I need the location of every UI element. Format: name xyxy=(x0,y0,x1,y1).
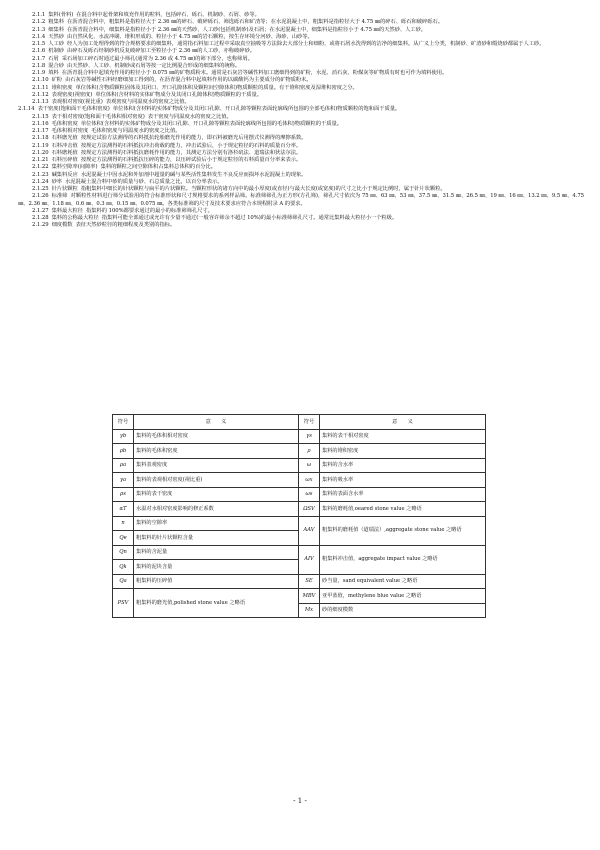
meaning-cell: 集料的磨耗值,oeared stone value 之略语 xyxy=(320,502,486,517)
symbol-table xyxy=(112,414,486,618)
symbol-cell: ρb xyxy=(113,444,134,459)
definition-text: 表征天然砂粒径的粗细程度及类别的指标。 xyxy=(75,222,176,229)
definition-term: 毛体积密度 xyxy=(51,120,78,127)
definition-item xyxy=(18,121,584,128)
page-number: - 1 - xyxy=(293,797,307,805)
meaning-cell: 粗集料的磨耗值（道瑞法）,aggregate stone value 之略语 xyxy=(320,516,486,545)
definition-code: 2.1.15 xyxy=(32,113,49,120)
meaning-cell: 集料的毛体积相对密度 xyxy=(134,429,299,444)
meaning-cell: 集料的表干密度 xyxy=(134,487,299,502)
definition-item xyxy=(18,150,584,157)
meaning-cell: 集料的表观相对密度(视比重) xyxy=(134,473,299,488)
definition-term: 石料压碎值 xyxy=(51,157,78,163)
definition-term: 标准筛 xyxy=(51,193,68,200)
definition-code: 2.1.2 xyxy=(32,19,46,26)
definition-item xyxy=(18,92,584,99)
table-row xyxy=(113,429,486,444)
definition-code: 2.1.23 xyxy=(32,171,49,178)
table-row xyxy=(113,516,486,531)
table-header-row xyxy=(113,415,486,430)
table-row xyxy=(113,458,486,473)
definition-text: 对颗粒性材料进行筛分试验用的符合标准形状和尺寸规格要求的系列样品筛。标准筛筛孔为正方形(方孔筛)，筛孔尺寸依次为 75 ㎜、63 ㎜、53 ㎜、37.5 ㎜、31.5 ㎜、26.5 ㎜、19 ㎜、16 ㎜、13.2 ㎜、9.5 ㎜、4.75 ㎜、2.36 ㎜、1.18 ㎜、0.6 ㎜、0.3 ㎜、0.15 ㎜、0.075 ㎜。各类标准筛的尺寸及技术要求应符合本规程附录 A 的要求。 xyxy=(18,193,584,207)
definition-text: 按规定方法测得的石料抵抗冲击荷载的能力，冲击试验后，小于规定粒径的石料的质量百分率。 xyxy=(80,142,302,149)
symbol-cell: Qn xyxy=(113,545,134,560)
definition-text: 由石灰岩等碱性石料经磨细加工得到的，在沥青混合料中起填料作用的以碳酸钙为主要成分的矿物质粉末。 xyxy=(65,77,312,84)
definition-text: 水泥混凝土中因水泥和外加剂中超量的碱与某些活性集料发生不良反应而损坏水泥混凝土的现象。 xyxy=(80,171,307,178)
definition-text: 集料的颗粒之间空隙体积占集料总体积的百分比。 xyxy=(100,164,217,171)
header-symbol-right: 符号 xyxy=(299,415,320,430)
definition-term: 表干相对密度(饱和面干毛体积相对密度) xyxy=(51,113,145,120)
definition-code: 2.1.14 xyxy=(18,106,35,113)
definition-item xyxy=(18,27,584,34)
meaning-cell: 粗集料的压碎值 xyxy=(134,574,299,589)
definition-text: 在沥青混合料中起填充作用的粒径小于 0.075 ㎜的矿物质粉末。通常是石灰岩等碱性料加工磨细得到的矿粉，水泥、消石灰、粉煤灰等矿物质有时也可作为填料使用。 xyxy=(61,70,448,76)
definition-term: 集料空隙率(间隙率) xyxy=(51,164,98,171)
definition-text: 在混合料中起骨架和填充作用的粒料，包括碎石、砾石、机制砂、石屑、砂等。 xyxy=(76,12,260,18)
header-meaning-left: 意 义 xyxy=(134,415,299,430)
symbol-cell: AAV xyxy=(299,516,320,545)
meaning-cell: 集料的表面含水率 xyxy=(320,487,486,502)
definition-code: 2.1.20 xyxy=(32,149,49,156)
symbol-cell: ρ xyxy=(299,444,320,459)
definition-text: 指集料可能全部通过或允许有少量不通过(一般容许筛余不超过 10%)的最小标准筛筛孔尺寸。通常比集料最大粒径小一个粒级。 xyxy=(101,215,398,221)
definition-code: 2.1.16 xyxy=(32,120,49,127)
symbol-cell: ωx xyxy=(299,473,320,488)
definition-code: 2.1.5 xyxy=(32,41,46,47)
meaning-cell: 砂的细度模数 xyxy=(320,603,486,618)
definition-code: 2.1.12 xyxy=(32,91,49,98)
definition-text: 表观密度与同温度水的密度之比值。 xyxy=(105,99,190,105)
definition-code: 2.1.18 xyxy=(32,135,49,142)
table-row xyxy=(113,444,486,459)
symbol-cell: Mx xyxy=(299,603,320,618)
definition-code: 2.1.8 xyxy=(32,62,46,69)
definition-term: 粗集料 xyxy=(48,19,64,26)
definition-code: 2.1.25 xyxy=(32,186,49,192)
meaning-cell: 集料的毛体积密度 xyxy=(134,444,299,459)
definition-code: 2.1.24 xyxy=(32,178,49,185)
document-page xyxy=(18,12,584,230)
definition-text: 单位体积(含材料的实体矿物成分及其闭口孔隙、开口孔隙等颗粒表面轮廓线所包围的全部毛体积)物质颗粒的饱和面干质量。 xyxy=(112,106,401,113)
definition-code: 2.1.28 xyxy=(32,215,49,221)
meaning-cell: 集料的堆积密度 xyxy=(320,444,486,459)
symbol-cell: Qk xyxy=(113,560,134,575)
definition-code: 2.1.7 xyxy=(32,55,46,62)
definition-term: 石屑 xyxy=(48,55,59,62)
symbol-cell: n xyxy=(113,516,134,531)
definition-item xyxy=(18,143,584,150)
definition-term: 集料(骨料) xyxy=(48,12,74,18)
symbol-cell: PSV xyxy=(113,589,134,618)
meaning-cell: 粗集料冲击值，aggregate impact value 之略语 xyxy=(320,545,486,574)
definition-text: 在沥青混合料中，细集料是指粒径小于 2.36 ㎜的天然砂、人工砂(包括机制砂)及石屑；在水泥混凝土中，细集料是指粒径小于 4.75 ㎜的天然砂、人工砂。 xyxy=(66,26,427,33)
definition-item xyxy=(18,63,584,70)
definition-item xyxy=(18,77,584,84)
symbol-cell: SE xyxy=(299,574,320,589)
table-row xyxy=(113,545,486,560)
definition-term: 石料磨光值 xyxy=(51,135,78,142)
definition-text: 按规定方法测得的石料抵抗磨耗作用的能力，其测定方法分别有洛杉矶法、道瑞法和狄法尔法。 xyxy=(80,149,302,156)
symbol-cell: αT xyxy=(113,502,134,517)
definition-item xyxy=(18,222,584,229)
meaning-cell: 集料的泥块含量 xyxy=(134,560,299,575)
symbol-cell: Qe xyxy=(113,531,134,546)
header-meaning-right: 意 义 xyxy=(320,415,486,430)
definition-text: 由天然砂、人工砂、机制砂或石屑等按一定比例混合形成的细集料的统称。 xyxy=(66,62,241,69)
definition-code: 2.1.1 xyxy=(32,12,46,18)
definition-text: 单位体积(含材料的实体矿物成分及其闭口孔隙体积)物质颗粒的干质量。 xyxy=(95,91,263,98)
definition-term: 石料冲击值 xyxy=(51,142,78,149)
definition-text: 指粗集料中细长的针状颗粒与扁平的片状颗粒。当颗粒形状的诸方向中的最小厚度(或直径)与最大长度(或宽度)的尺寸之比小于规定比例时，属于针片状颗粒。 xyxy=(80,186,446,192)
definition-text: 单位体积(含物质颗粒固体及其闭口、开口孔隙体积及颗粒间空隙体积)物质颗粒的质量。有干堆积密度及湿堆积密度之分。 xyxy=(75,84,358,91)
definitions-list xyxy=(18,12,584,230)
definition-term: 砂率 xyxy=(51,178,63,185)
symbol-cell: ρs xyxy=(113,487,134,502)
definition-code: 2.1.27 xyxy=(32,207,49,214)
table-row xyxy=(113,473,486,488)
symbol-cell: MBV xyxy=(299,589,320,604)
definition-item xyxy=(18,179,584,186)
definition-term: 石料磨耗值 xyxy=(51,149,78,156)
definition-text: 毛体积密度与同温度水的密度之比值。 xyxy=(91,128,181,134)
definition-code: 2.1.10 xyxy=(32,77,49,84)
definition-item xyxy=(18,48,584,55)
definition-item xyxy=(18,135,584,142)
symbol-cell: ρa xyxy=(113,458,134,473)
meaning-cell: 集料的表干相对密度 xyxy=(320,429,486,444)
meaning-cell: 水温对水相对密度影响的修正系数 xyxy=(134,502,299,517)
meaning-cell: 集料的含泥量 xyxy=(134,545,299,560)
definition-code: 2.1.3 xyxy=(32,26,46,33)
definition-term: 碱集料反应 xyxy=(51,171,78,178)
definition-text: 按规定方法测得的石料抵抗压碎的能力，以压碎试验后小于规定粒径的石料质量百分率来表示。 xyxy=(80,157,302,163)
table-row xyxy=(113,589,486,604)
definition-text: 在沥青混合料中，粗集料是指粒径大于 2.36 ㎜的碎石、破碎砾石、筛选砾石和矿渣等；在水泥混凝土中，粗集料是指粒径大于 4.75 ㎜的碎石、砾石和破碎砾石。 xyxy=(66,19,444,26)
definition-code: 2.1.29 xyxy=(32,222,49,229)
definition-term: 集料的公称最大粒径 xyxy=(51,215,99,221)
definition-text: 水泥混凝土混合料中砂的质量与砂、石总质量之比，以百分率表示。 xyxy=(65,178,223,185)
meaning-cell: 集料的含水率 xyxy=(320,458,486,473)
definition-term: 细度模数 xyxy=(51,222,73,229)
meaning-cell: 亚甲蓝值，methylene blue value 之略语 xyxy=(320,589,486,604)
definition-code: 2.1.26 xyxy=(32,193,49,200)
symbol-cell: γa xyxy=(113,473,134,488)
symbol-cell: ω xyxy=(299,458,320,473)
definition-text: 由自然风化、水流冲刷、堆积形成的、粒径小于 4.75 ㎜的岩石颗粒，按生存环境分河砂、海砂、山砂等。 xyxy=(66,33,313,40)
definition-term: 针片状颗粒 xyxy=(51,186,78,192)
definition-text: 由碎石及砾石经制砂机反复破碎加工至粒径小于 2.36 ㎜的人工砂，亦称破碎砂。 xyxy=(66,48,255,55)
symbol-cell: ΩSV xyxy=(299,502,320,517)
definition-item xyxy=(18,172,584,179)
definition-item xyxy=(18,164,584,171)
definition-item xyxy=(18,85,584,92)
definition-term: 矿粉 xyxy=(51,77,63,84)
meaning-cell: 集料的吸水率 xyxy=(320,473,486,488)
symbol-cell: γb xyxy=(113,429,134,444)
definition-code: 2.1.22 xyxy=(32,164,49,171)
table-row xyxy=(113,487,486,502)
definition-text: 表干密度与同温度水的密度之比值。 xyxy=(147,113,232,120)
definition-code: 2.1.4 xyxy=(32,33,46,40)
definition-term: 表观密度(视密度) xyxy=(51,91,93,98)
definition-text: 经人为加工处理得到的符合规格要求的细集料，通常指石料加工过程中采取真空抽吸等方法除去大部分土和细粉，或将石屑水洗得到的洁净的细集料。从广义上分类，机制砂、矿渣砂和煅烧砂都属于人工砂。 xyxy=(66,41,545,47)
definition-term: 细集料 xyxy=(48,26,64,33)
definition-term: 人工砂 xyxy=(48,41,64,47)
definition-text: 采石场加工碎石时通过最小筛孔(通常为 2.36 或 4.75 ㎜)的筛下部分，也称筛屑。 xyxy=(61,55,253,62)
definition-term: 混合砂 xyxy=(48,62,64,69)
definition-term: 表观相对密度(视比重) xyxy=(51,99,103,105)
symbol-cell: γs xyxy=(299,429,320,444)
table-row xyxy=(113,574,486,589)
definition-code: 2.1.21 xyxy=(32,157,49,163)
definition-code: 2.1.9 xyxy=(32,70,46,76)
definition-code: 2.1.17 xyxy=(32,128,49,134)
meaning-cell: 粗集料的磨光值,polished stone value 之略语 xyxy=(134,589,299,618)
definition-item xyxy=(18,19,584,26)
meaning-cell: 粗集料的针片状颗粒含量 xyxy=(134,531,299,546)
symbol-cell: ωs xyxy=(299,487,320,502)
definition-code: 2.1.19 xyxy=(32,142,49,149)
definition-item xyxy=(18,34,584,41)
meaning-cell: 集料的空隙率 xyxy=(134,516,299,531)
definition-code: 2.1.13 xyxy=(32,99,49,105)
definition-term: 天然砂 xyxy=(48,33,64,40)
definition-text: 按规定试验方法测得的石料抵抗轮胎磨光作用的能力，即石料被磨光后用摆式仪测得的摩擦系数。 xyxy=(80,135,307,142)
definition-text: 单位体积(含材料的实体矿物成分及其闭口孔隙、开口孔隙等颗粒表面轮廓线所包围的毛体积)物质颗粒的干质量。 xyxy=(80,120,342,127)
definition-item xyxy=(18,208,584,215)
definition-item xyxy=(18,114,584,121)
definition-code: 2.1.11 xyxy=(32,84,49,91)
definition-term: 填料 xyxy=(48,70,59,76)
definition-text: 指集料的 100%都要求通过的最小的标准筛筛孔尺寸。 xyxy=(86,207,213,214)
definition-term: 毛体积相对密度 xyxy=(51,128,89,134)
definition-term: 表干密度(饱和面干毛体积密度) xyxy=(37,106,110,113)
symbol-cell: Qa xyxy=(113,574,134,589)
definition-term: 堆积密度 xyxy=(51,84,73,91)
definition-term: 机制砂 xyxy=(48,48,64,55)
definition-item xyxy=(18,193,584,208)
meaning-cell: 砂当量，sand equivalent value 之略语 xyxy=(320,574,486,589)
definition-code: 2.1.6 xyxy=(32,48,46,55)
table-row xyxy=(113,502,486,517)
definition-term: 集料最大粒径 xyxy=(51,207,84,214)
definition-item xyxy=(18,106,584,113)
meaning-cell: 集料表观密度 xyxy=(134,458,299,473)
symbol-cell: AIV xyxy=(299,545,320,574)
definition-item xyxy=(18,56,584,63)
header-symbol-left: 符号 xyxy=(113,415,134,430)
